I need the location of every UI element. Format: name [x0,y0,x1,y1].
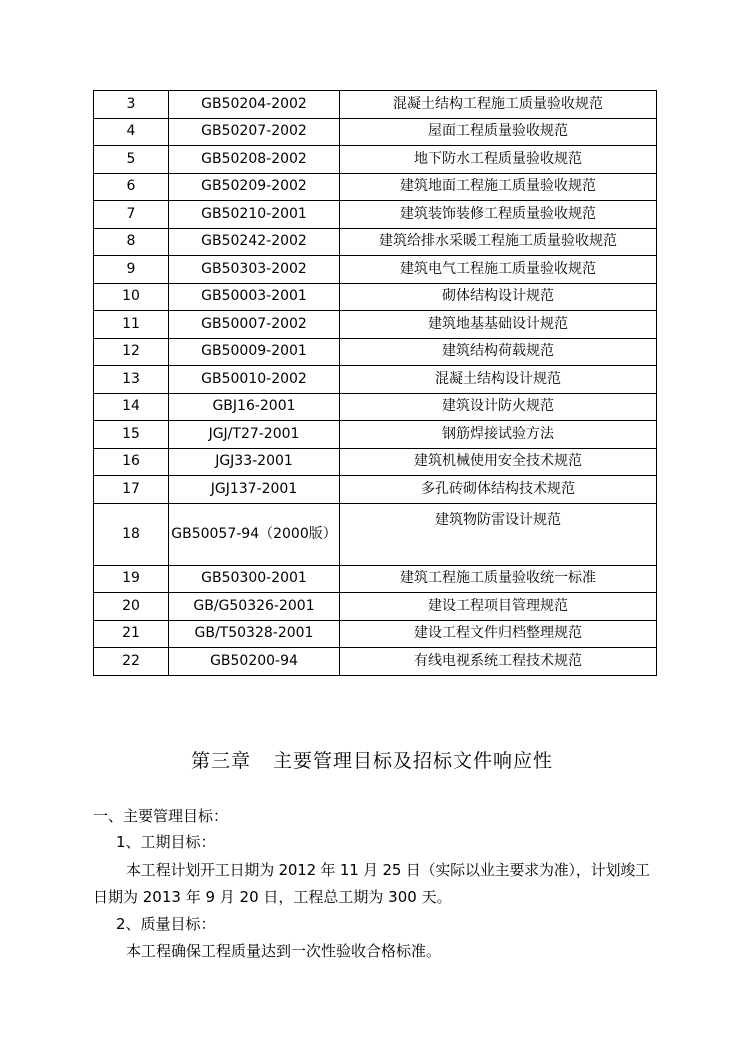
standard-code: GB50009-2001 [169,338,340,366]
schedule-goal-heading: 1、工期目标： [116,833,216,851]
quality-goal-heading: 2、质量目标： [116,915,216,933]
table-row [94,311,657,339]
standard-code: GB50207-2002 [169,118,340,146]
standard-code: GB50303-2002 [169,256,340,284]
row-number: 18 [94,503,169,565]
chapter-heading [0,746,744,773]
row-number: 19 [94,565,169,593]
standard-code: GB50057-94（2000版） [169,503,340,565]
section-heading-management-goals: 一、主要管理目标： [93,807,229,825]
table-row [94,620,657,648]
row-number: 20 [94,593,169,621]
table-row [94,648,657,676]
schedule-goal-line-1: 本工程计划开工日期为 2012 年 11 月 25 日（实际以业主要求为准），计划竣工 [126,861,650,879]
row-number: 11 [94,311,169,339]
standard-code: GB50208-2002 [169,146,340,174]
table-row [94,565,657,593]
table-row [94,228,657,256]
standard-name: 建筑设计防火规范 [340,393,657,421]
standard-code: GB50200-94 [169,648,340,676]
row-number: 12 [94,338,169,366]
standard-code: JGJ137-2001 [169,476,340,504]
row-number: 15 [94,421,169,449]
standard-name: 多孔砖砌体结构技术规范 [340,476,657,504]
table-row [94,173,657,201]
table-row [94,476,657,504]
chapter-number: 第三章 [190,750,251,772]
standard-code: GB50003-2001 [169,283,340,311]
standards-table-body [94,91,657,676]
row-number: 8 [94,228,169,256]
standard-code: JGJ33-2001 [169,448,340,476]
standard-name: 建筑给排水采暖工程施工质量验收规范 [340,228,657,256]
row-number: 9 [94,256,169,284]
standard-code: GB50204-2002 [169,91,340,119]
standard-code: GB50210-2001 [169,201,340,229]
standard-code: GB50010-2002 [169,366,340,394]
row-number: 22 [94,648,169,676]
standard-name: 建设工程文件归档整理规范 [340,620,657,648]
standard-name: 建筑装饰装修工程质量验收规范 [340,201,657,229]
row-number: 3 [94,91,169,119]
standard-name: 建筑物防雷设计规范 [340,503,657,565]
standard-name: 建筑电气工程施工质量验收规范 [340,256,657,284]
standard-name: 砌体结构设计规范 [340,283,657,311]
standard-code: GB/T50328-2001 [169,620,340,648]
table-row [94,593,657,621]
standard-code: GB/G50326-2001 [169,593,340,621]
standard-code: GB50300-2001 [169,565,340,593]
schedule-goal-line-2: 日期为 2013 年 9 月 20 日，工程总工期为 300 天。 [93,888,452,906]
table-row [94,366,657,394]
standard-code: GB50242-2002 [169,228,340,256]
table-row [94,118,657,146]
row-number: 10 [94,283,169,311]
standard-name: 钢筋焊接试验方法 [340,421,657,449]
standards-table [93,90,657,676]
row-number: 5 [94,146,169,174]
standard-name: 建筑工程施工质量验收统一标准 [340,565,657,593]
table-row [94,283,657,311]
row-number: 16 [94,448,169,476]
row-number: 17 [94,476,169,504]
standard-name: 混凝土结构设计规范 [340,366,657,394]
row-number: 21 [94,620,169,648]
row-number: 6 [94,173,169,201]
standard-name: 混凝土结构工程施工质量验收规范 [340,91,657,119]
row-number: 4 [94,118,169,146]
table-row [94,256,657,284]
standard-name: 建筑机械使用安全技术规范 [340,448,657,476]
standard-code: GB50209-2002 [169,173,340,201]
standard-name: 建筑地面工程施工质量验收规范 [340,173,657,201]
standard-name: 屋面工程质量验收规范 [340,118,657,146]
table-row [94,338,657,366]
table-row [94,448,657,476]
standard-code: JGJ/T27-2001 [169,421,340,449]
standard-code: GBJ16-2001 [169,393,340,421]
standard-name: 建筑地基基础设计规范 [340,311,657,339]
standard-name: 建设工程项目管理规范 [340,593,657,621]
table-row [94,201,657,229]
table-row [94,393,657,421]
standard-code: GB50007-2002 [169,311,340,339]
table-row [94,503,657,565]
table-row [94,91,657,119]
quality-goal-line-1: 本工程确保工程质量达到一次性验收合格标准。 [126,942,442,960]
standard-name: 有线电视系统工程技术规范 [340,648,657,676]
standard-name: 建筑结构荷载规范 [340,338,657,366]
standard-name: 地下防水工程质量验收规范 [340,146,657,174]
row-number: 14 [94,393,169,421]
row-number: 7 [94,201,169,229]
table-row [94,421,657,449]
chapter-title: 主要管理目标及招标文件响应性 [273,750,554,772]
row-number: 13 [94,366,169,394]
table-row [94,146,657,174]
